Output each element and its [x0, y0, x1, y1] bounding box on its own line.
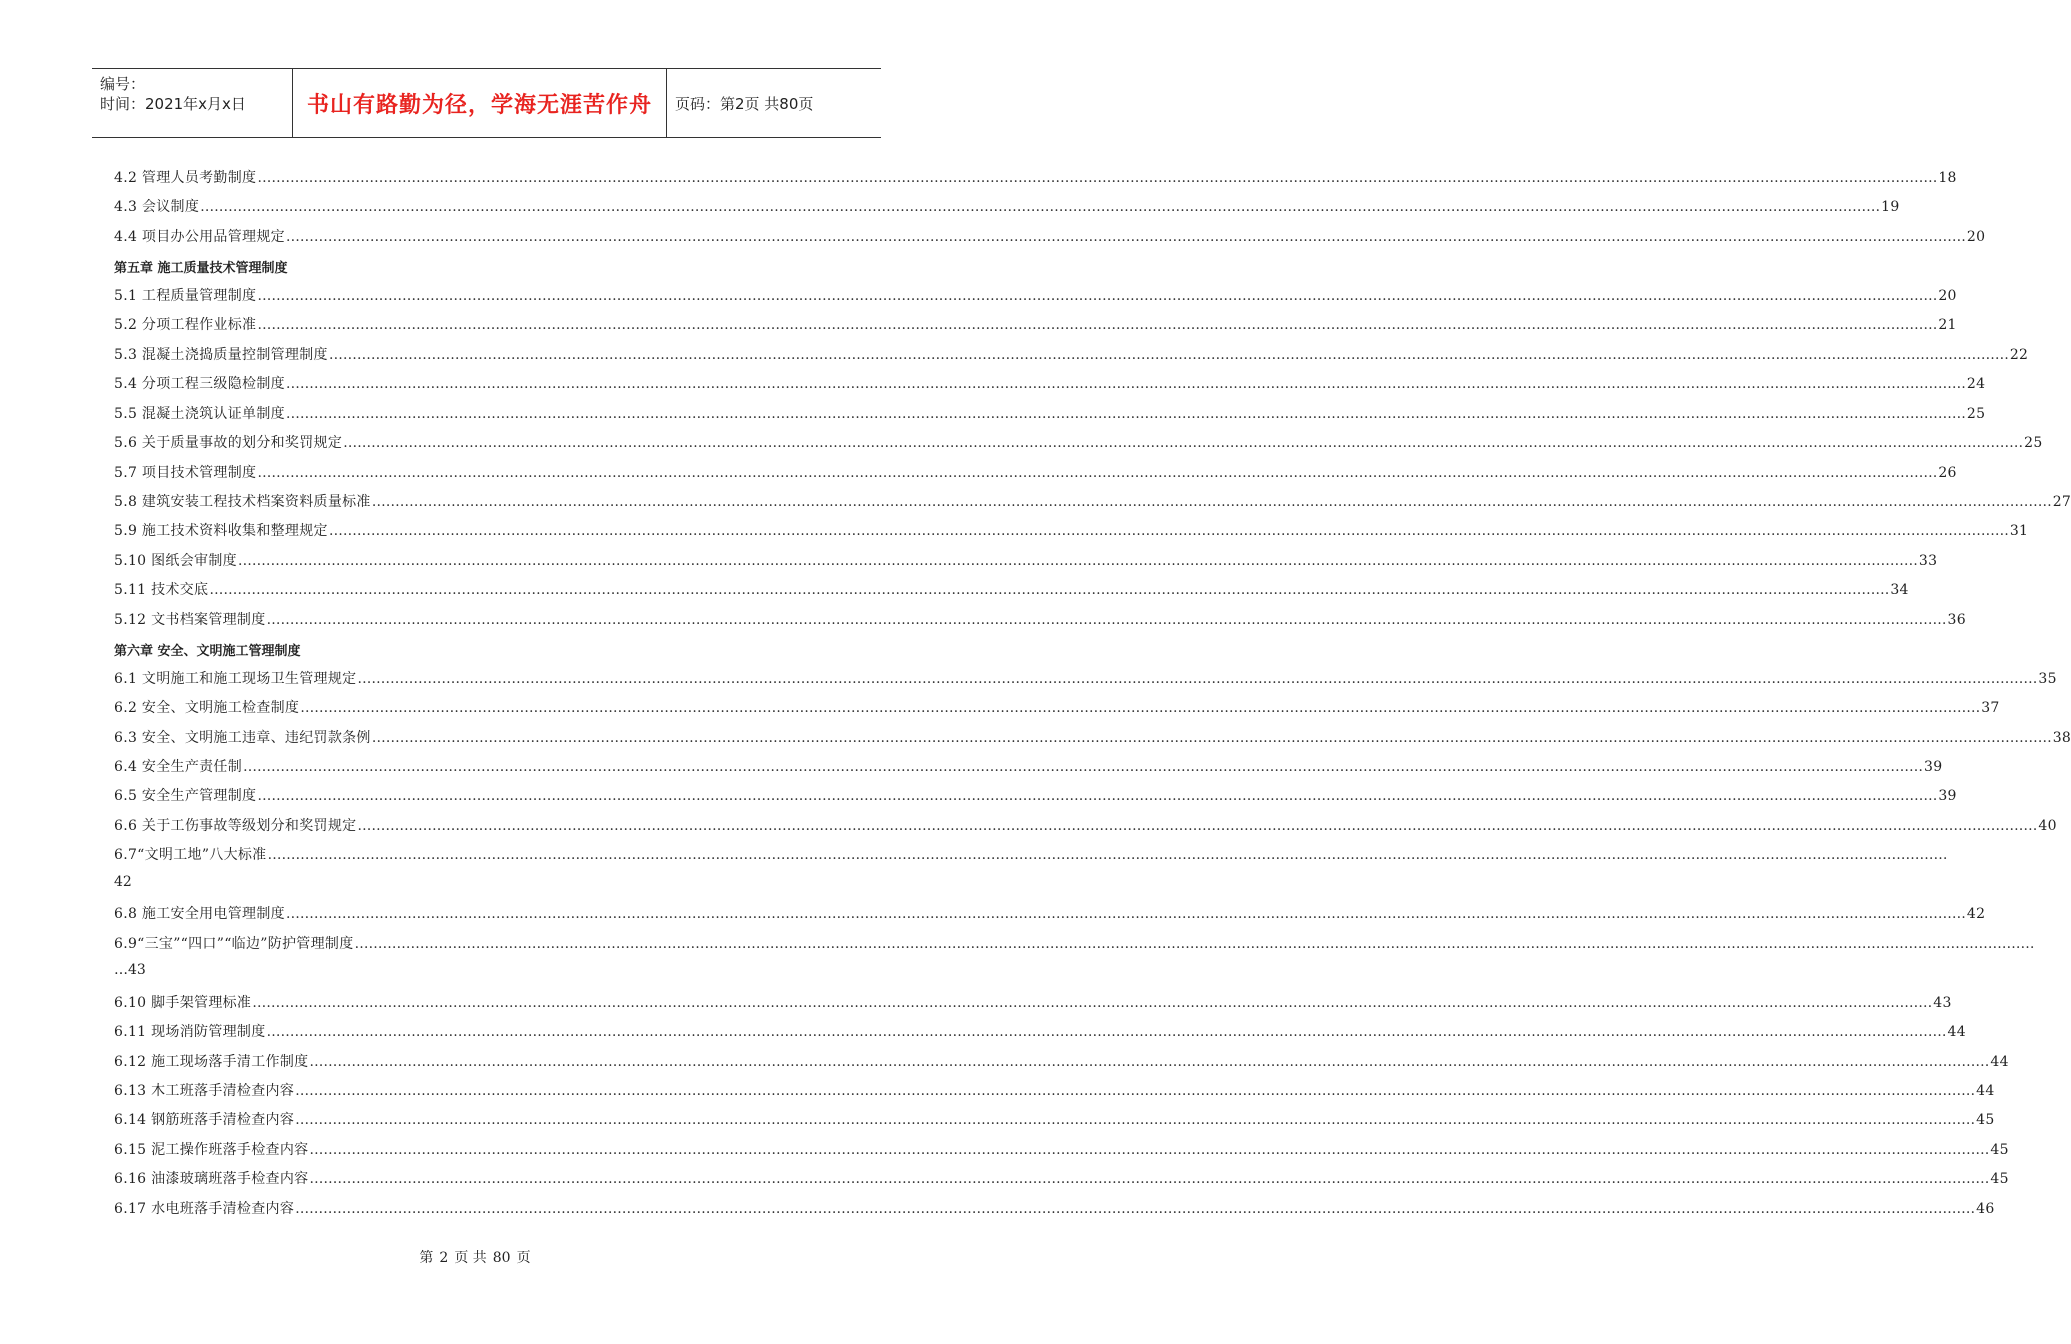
- toc-entry[interactable]: [114, 1198, 1995, 1222]
- toc-entry-title: 5.6 关于质量事故的划分和奖罚规定: [114, 435, 343, 451]
- toc-entry-title: 5.3 混凝土浇捣质量控制管理制度: [114, 347, 328, 363]
- toc-leader-dots: ………………………………………………………………………………………………………………………………………………………………………………………………………………………………………………………………………………………………………………………………: [295, 1201, 1976, 1217]
- toc-entry-page: 44: [1990, 1054, 2009, 1070]
- toc-entry[interactable]: [114, 1021, 1966, 1045]
- toc-entry-page: 45: [1976, 1112, 1995, 1128]
- toc-leader-dots: ………………………………………………………………………………………………………………………………………………………………………………………………………………………………………………………………………………………………………………………………: [295, 1112, 1976, 1128]
- toc-entry[interactable]: [114, 579, 1909, 603]
- toc-entry[interactable]: [114, 550, 1938, 574]
- toc-entry-title: 5.2 分项工程作业标准: [114, 317, 257, 333]
- footer-page-number: 2: [439, 1250, 449, 1266]
- toc-entry-page: 36: [1947, 612, 1966, 628]
- toc-leader-dots: ………………………………………………………………………………………………………………………………………………………………………………………………………………………………………………………………………………………………………………………………: [295, 1083, 1976, 1099]
- toc-leader-dots: ………………………………………………………………………………………………………………………………………………………………………………………………………………………………………………………………………………………………………………………………: [328, 347, 2009, 363]
- toc-leader-dots: ………………………………………………………………………………………………………………………………………………………………………………………………………………………………………………………………………………………………………………………………: [257, 170, 1938, 186]
- toc-entry[interactable]: [114, 1109, 1995, 1133]
- toc-leader-dots: ………………………………………………………………………………………………………………………………………………………………………………………………………………………………………………………………………………………………………………………………: [343, 435, 2024, 451]
- footer-prefix: 第: [419, 1250, 434, 1266]
- toc-entry[interactable]: [114, 432, 2043, 456]
- toc-leader-dots: ………………………………………………………………………………………………………………………………………………………………………………………………………………………………………………………………………………………………………………………………: [328, 523, 2009, 539]
- toc-entry-title: 6.15 泥工操作班落手检查内容: [114, 1142, 309, 1158]
- toc-entry-page: 39: [1938, 788, 1957, 804]
- header-page-info: 页码：第2页 共80页: [675, 94, 814, 113]
- toc-leader-dots: ………………………………………………………………………………………………………………………………………………………………………………………………………………………………………………………………………………………………………………………………: [309, 1054, 1990, 1070]
- toc-entry[interactable]: [114, 756, 1943, 780]
- toc-leader-dots: ………………………………………………………………………………………………………………………………………………………………………………………………………………………………………………………………………………………………………………………………: [257, 288, 1938, 304]
- document-time-label: 时间：2021年x月x日: [100, 95, 246, 113]
- toc-leader-dots: ………………………………………………………………………………………………………………………………………………………………………………………………………………………………………………………………………………………………………………………………: [371, 730, 2052, 746]
- toc-entry-page: 37: [1981, 700, 2000, 716]
- toc-leader-dots: ………………………………………………………………………………………………………………………………………………………………………………………………………………………………………………………………………………………………………………………………: [300, 700, 1981, 716]
- toc-entry[interactable]: [114, 668, 2057, 692]
- page-footer: [0, 1247, 950, 1267]
- toc-entry[interactable]: [114, 1080, 1995, 1104]
- toc-entry[interactable]: [114, 727, 2071, 751]
- toc-entry-title: 4.4 项目办公用品管理规定: [114, 229, 285, 245]
- toc-entry-page: 44: [1947, 1024, 1966, 1040]
- toc-entry-page: 33: [1918, 553, 1938, 569]
- document-number-label: 编号：: [100, 75, 146, 93]
- toc-entry-page: 31: [2009, 523, 2029, 539]
- toc-leader-dots: ………………………………………………………………………………………………………………………………………………………………………………………………………………………………………………………………………………………………………………………………: [285, 406, 1966, 422]
- toc-entry-page: 24: [1966, 376, 1986, 392]
- toc-entry[interactable]: [114, 903, 1986, 927]
- toc-entry-title: 6.11 现场消防管理制度: [114, 1024, 266, 1040]
- toc-leader-dots: ………………………………………………………………………………………………………………………………………………………………………………………………………………………………………………………………………………………………………………………………: [354, 936, 2035, 952]
- toc-entry-page: 38: [2052, 730, 2071, 746]
- toc-leader-dots: ………………………………………………………………………………………………………………………………………………………………………………………………………………………………………………………………………………………………………………………………: [257, 465, 1938, 481]
- toc-entry-page: 45: [1990, 1142, 2009, 1158]
- toc-entry-title: 6.6 关于工伤事故等级划分和奖罚规定: [114, 818, 357, 834]
- toc-leader-dots: ………………………………………………………………………………………………………………………………………………………………………………………………………………………………………………………………………………………………………………………………: [357, 671, 2038, 687]
- toc-entry-title: 5.8 建筑安装工程技术档案资料质量标准: [114, 494, 371, 510]
- toc-continuation: 42: [114, 874, 132, 890]
- toc-entry-title: 6.2 安全、文明施工检查制度: [114, 700, 300, 716]
- toc-entry-title: 6.4 安全生产责任制: [114, 759, 243, 775]
- toc-leader-dots: ………………………………………………………………………………………………………………………………………………………………………………………………………………………………………………………………………………………………………………………………: [285, 906, 1966, 922]
- toc-entry-title: 5.12 文书档案管理制度: [114, 612, 266, 628]
- toc-entry-page: 25: [1966, 406, 1986, 422]
- toc-leader-dots: ………………………………………………………………………………………………………………………………………………………………………………………………………………………………………………………………………………………………………………………………: [357, 818, 2038, 834]
- toc-entry[interactable]: [114, 491, 2071, 515]
- toc-leader-dots: ………………………………………………………………………………………………………………………………………………………………………………………………………………………………………………………………………………………………………………………………: [371, 494, 2052, 510]
- toc-entry-title: 6.1 文明施工和施工现场卫生管理规定: [114, 671, 357, 687]
- toc-entry-page: 20: [1938, 288, 1957, 304]
- toc-entry-page: 35: [2038, 671, 2057, 687]
- toc-leader-dots: ………………………………………………………………………………………………………………………………………………………………………………………………………………………………………………………………………………………………………………………………: [237, 553, 1918, 569]
- toc-entry-page: 34: [1890, 582, 1909, 598]
- toc-entry-page: 22: [2009, 347, 2029, 363]
- toc-entry[interactable]: [114, 609, 1966, 633]
- toc-leader-dots: ………………………………………………………………………………………………………………………………………………………………………………………………………………………………………………………………………………………………………………………………: [257, 317, 1938, 333]
- toc-entry-title: 5.5 混凝土浇筑认证单制度: [114, 406, 285, 422]
- toc-entry-title: 6.9“三宝”“四口”“临边”防护管理制度: [114, 936, 354, 952]
- toc-entry-page: 27: [2052, 494, 2071, 510]
- footer-suffix: 页: [516, 1250, 531, 1266]
- toc-entry[interactable]: [114, 1168, 2009, 1192]
- toc-entry-page: 26: [1938, 465, 1957, 481]
- toc-leader-dots: ………………………………………………………………………………………………………………………………………………………………………………………………………………………………………………………………………………………………………………………………: [257, 788, 1938, 804]
- toc-entry[interactable]: [114, 373, 1986, 397]
- toc-entry-title: 5.10 图纸会审制度: [114, 553, 237, 569]
- toc-entry[interactable]: [114, 815, 2057, 839]
- toc-entry-title: 6.3 安全、文明施工违章、违纪罚款条例: [114, 730, 371, 746]
- footer-total-pages: 80: [492, 1250, 511, 1266]
- toc-entry-page: 19: [1881, 199, 1900, 215]
- toc-entry-title: 4.2 管理人员考勤制度: [114, 170, 257, 186]
- toc-leader-dots: ………………………………………………………………………………………………………………………………………………………………………………………………………………………………………………………………………………………………………………………………: [309, 1142, 1990, 1158]
- header-motto: 书山有路勤为径，学海无涯苦作舟: [292, 69, 667, 137]
- toc-entry-page: 40: [2038, 818, 2057, 834]
- toc-leader-dots: ………………………………………………………………………………………………………………………………………………………………………………………………………………………………………………………………………………………………………………………………: [309, 1171, 1990, 1187]
- toc-entry[interactable]: [114, 196, 1900, 220]
- toc-leader-dots: ………………………………………………………………………………………………………………………………………………………………………………………………………………………………………………………………………………………………………………………………: [243, 759, 1924, 775]
- toc-entry-title: 6.14 钢筋班落手清检查内容: [114, 1112, 295, 1128]
- toc-entry-page: 43: [1933, 995, 1952, 1011]
- toc-leader-dots: ………………………………………………………………………………………………………………………………………………………………………………………………………………………………………………………………………………………………………………………………: [285, 229, 1966, 245]
- toc-entry-title: 5.4 分项工程三级隐检制度: [114, 376, 285, 392]
- toc-entry[interactable]: [114, 520, 2029, 544]
- toc-entry[interactable]: [114, 285, 1957, 309]
- toc-entry[interactable]: [114, 697, 2000, 721]
- toc-leader-dots: ………………………………………………………………………………………………………………………………………………………………………………………………………………………………………………………………………………………………………………………………: [252, 995, 1933, 1011]
- page-header: [92, 68, 881, 138]
- toc-entry[interactable]: [114, 403, 1986, 427]
- toc-leader-dots: ………………………………………………………………………………………………………………………………………………………………………………………………………………………………………………………………………………………………………………………………: [285, 376, 1966, 392]
- toc-entry-title: 6.5 安全生产管理制度: [114, 788, 257, 804]
- toc-entry-page: 45: [1990, 1171, 2009, 1187]
- toc-entry-page: 44: [1976, 1083, 1995, 1099]
- toc-chapter-heading: 第五章 施工质量技术管理制度: [114, 261, 288, 276]
- toc-entry[interactable]: [114, 167, 1957, 191]
- toc-entry-page: 46: [1976, 1201, 1995, 1217]
- toc-continuation: …43: [114, 962, 146, 978]
- toc-entry[interactable]: [114, 344, 2029, 368]
- toc-leader-dots: ………………………………………………………………………………………………………………………………………………………………………………………………………………………………………………………………………………………………………………………………: [200, 199, 1881, 215]
- toc-chapter-heading: 第六章 安全、文明施工管理制度: [114, 644, 301, 659]
- toc-entry[interactable]: [114, 785, 1957, 809]
- toc-entry-title: 5.11 技术交底: [114, 582, 209, 598]
- toc-entry-page: 21: [1938, 317, 1957, 333]
- header-meta-cell: [92, 69, 292, 137]
- toc-entry-page: 42: [1966, 906, 1986, 922]
- toc-entry-title: 6.8 施工安全用电管理制度: [114, 906, 285, 922]
- toc-entry-title: 6.17 水电班落手清检查内容: [114, 1201, 295, 1217]
- toc-entry-title: 6.7“文明工地”八大标准: [114, 847, 267, 863]
- toc-entry-title: 6.12 施工现场落手清工作制度: [114, 1054, 309, 1070]
- toc-entry-title: 5.7 项目技术管理制度: [114, 465, 257, 481]
- toc-entry-page: 20: [1966, 229, 1986, 245]
- toc-entry[interactable]: [114, 1051, 2009, 1075]
- toc-leader-dots: ………………………………………………………………………………………………………………………………………………………………………………………………………………………………………………………………………………………………………………………………: [267, 847, 1948, 863]
- toc-entry[interactable]: [114, 462, 1957, 486]
- toc-entry[interactable]: [114, 844, 1948, 868]
- toc-entry[interactable]: [114, 1139, 2009, 1163]
- toc-entry-title: 5.9 施工技术资料收集和整理规定: [114, 523, 328, 539]
- toc-entry[interactable]: [114, 226, 1986, 250]
- toc-entry-title: 6.16 油漆玻璃班落手检查内容: [114, 1171, 309, 1187]
- toc-leader-dots: ………………………………………………………………………………………………………………………………………………………………………………………………………………………………………………………………………………………………………………………………: [266, 612, 1947, 628]
- toc-leader-dots: ………………………………………………………………………………………………………………………………………………………………………………………………………………………………………………………………………………………………………………………………: [266, 1024, 1947, 1040]
- footer-middle: 页 共: [454, 1250, 487, 1266]
- toc-entry-title: 5.1 工程质量管理制度: [114, 288, 257, 304]
- toc-entry-title: 4.3 会议制度: [114, 199, 200, 215]
- toc-leader-dots: ………………………………………………………………………………………………………………………………………………………………………………………………………………………………………………………………………………………………………………………………: [209, 582, 1890, 598]
- toc-entry-page: 18: [1938, 170, 1957, 186]
- toc-entry-title: 6.10 脚手架管理标准: [114, 995, 252, 1011]
- toc-entry[interactable]: [114, 314, 1957, 338]
- toc-entry[interactable]: [114, 992, 1952, 1016]
- toc-entry-title: 6.13 木工班落手清检查内容: [114, 1083, 295, 1099]
- toc-entry-page: 39: [1924, 759, 1943, 775]
- toc-entry-page: 25: [2024, 435, 2043, 451]
- toc-entry[interactable]: [114, 933, 2035, 957]
